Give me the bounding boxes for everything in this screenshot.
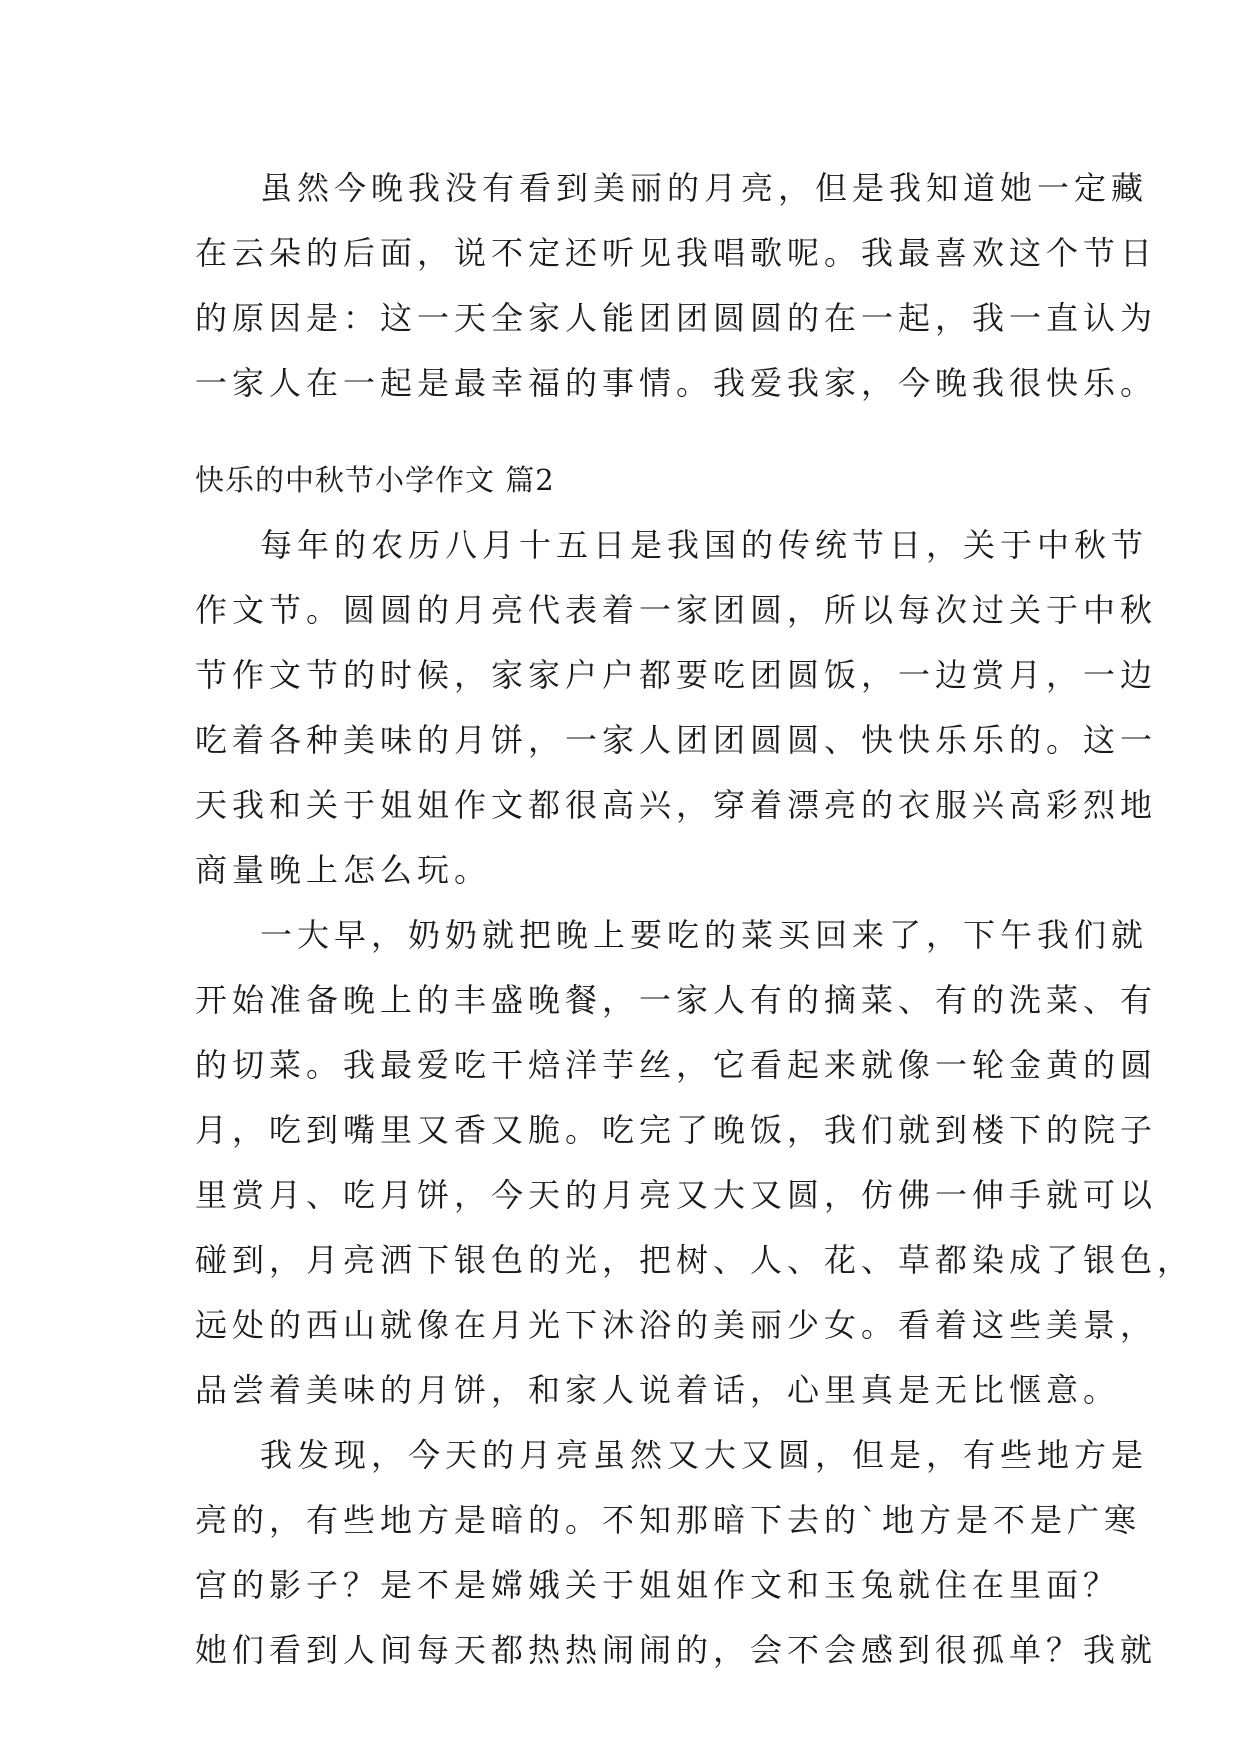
paragraph-line: 宫的影子？是不是嫦娥关于姐姐作文和玉兔就住在里面？ (195, 1566, 1121, 1604)
paragraph-line: 她们看到人间每天都热热闹闹的，会不会感到很孤单？我就 (195, 1631, 1158, 1669)
paragraph-line: 商量晚上怎么玩。 (195, 851, 492, 889)
paragraph-line: 远处的西山就像在月光下沐浴的美丽少女。看着这些美景， (195, 1306, 1158, 1344)
paragraph-line: 作文节。圆圆的月亮代表着一家团圆，所以每次过关于中秋 (195, 591, 1158, 629)
paragraph-line: 品尝着美味的月饼，和家人说着话，心里真是无比惬意。 (195, 1371, 1121, 1409)
paragraph-line: 在云朵的后面，说不定还听见我唱歌呢。我最喜欢这个节日 (195, 234, 1158, 272)
paragraph-line: 的原因是：这一天全家人能团团圆圆的在一起，我一直认为 (195, 299, 1158, 337)
paragraph-line: 我发现，今天的月亮虽然又大又圆，但是，有些地方是 (260, 1436, 1149, 1474)
paragraph-line: 每年的农历八月十五日是我国的传统节日，关于中秋节 (260, 526, 1149, 564)
paragraph-line: 节作文节的时候，家家户户都要吃团圆饭，一边赏月，一边 (195, 656, 1158, 694)
paragraph-line: 碰到，月亮洒下银色的光，把树、人、花、草都染成了银色， (195, 1241, 1195, 1279)
paragraph-line: 吃着各种美味的月饼，一家人团团圆圆、快快乐乐的。这一 (195, 721, 1158, 759)
paragraph-line: 亮的，有些地方是暗的。不知那暗下去的`地方是不是广寒 (195, 1501, 1142, 1539)
paragraph-line: 开始准备晚上的丰盛晚餐，一家人有的摘菜、有的洗菜、有 (195, 981, 1158, 1019)
paragraph-line: 虽然今晚我没有看到美丽的月亮，但是我知道她一定藏 (260, 169, 1149, 207)
paragraph-line: 一大早，奶奶就把晚上要吃的菜买回来了，下午我们就 (260, 916, 1149, 954)
paragraph-line: 里赏月、吃月饼，今天的月亮又大又圆，仿佛一伸手就可以 (195, 1176, 1158, 1214)
paragraph-line: 的切菜。我最爱吃干焙洋芋丝，它看起来就像一轮金黄的圆 (195, 1046, 1158, 1084)
section-heading: 快乐的中秋节小学作文 篇2 (195, 463, 555, 497)
paragraph-line: 天我和关于姐姐作文都很高兴，穿着漂亮的衣服兴高彩烈地 (195, 786, 1158, 824)
paragraph-line: 一家人在一起是最幸福的事情。我爱我家，今晚我很快乐。 (195, 364, 1158, 402)
paragraph-line: 月，吃到嘴里又香又脆。吃完了晚饭，我们就到楼下的院子 (195, 1111, 1158, 1149)
